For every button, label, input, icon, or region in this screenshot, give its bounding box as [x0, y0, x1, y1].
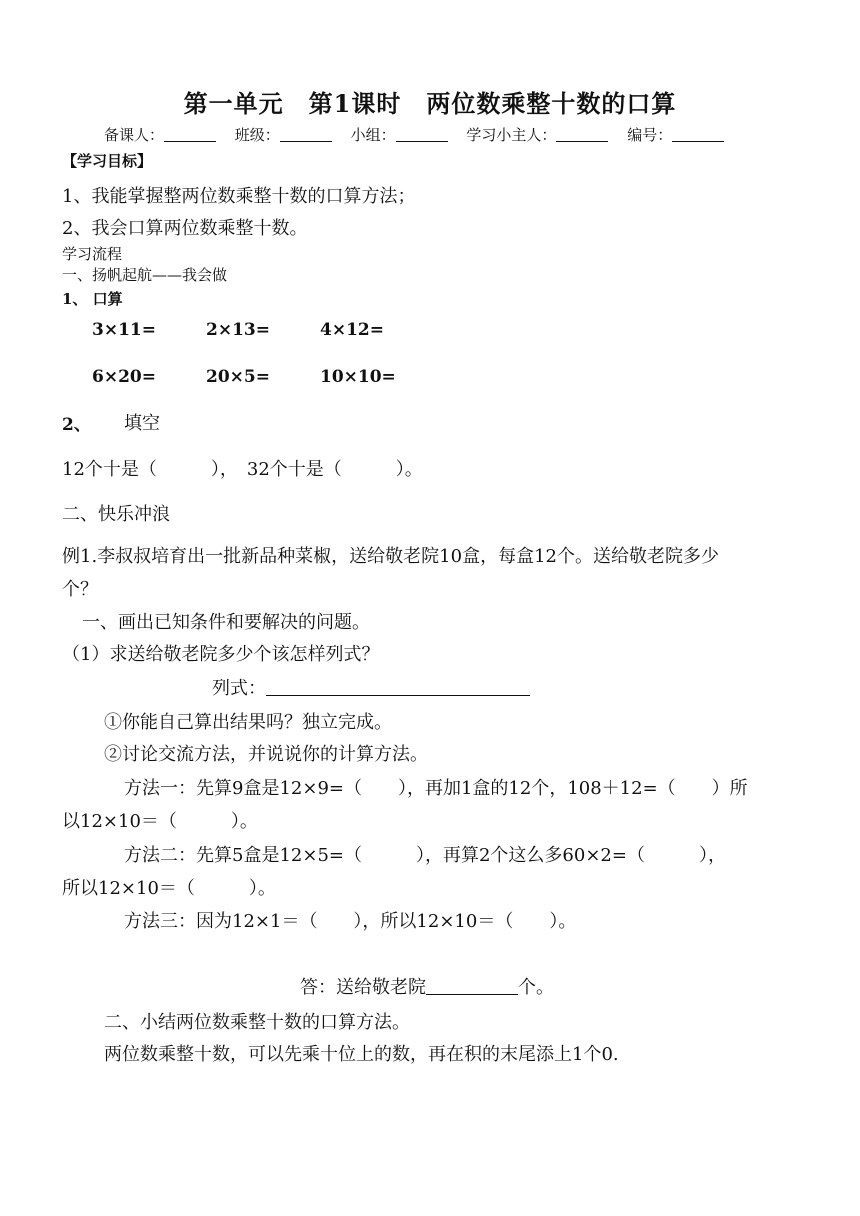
number-label: 编号：	[627, 126, 673, 144]
page-title: 第一单元 第1课时 两位数乘整十数的口算	[183, 89, 677, 118]
calc-item: 4×12=	[320, 320, 384, 340]
method-1-line-1: 方法一：先算9盒是12×9=（ ），再加1盒的12个，108＋12=（ ）所	[124, 778, 748, 799]
example-text-line-2: 个？	[62, 579, 98, 600]
calc-item: 2×13=	[206, 320, 270, 340]
method-3: 方法三：因为12×1＝（ ），所以12×10＝（ ）。	[124, 911, 577, 932]
objectives-heading: 【学习目标】	[62, 152, 153, 170]
fill-blank-question: 12个十是（ ）， 32个十是（ ）。	[62, 459, 423, 480]
group-label: 小组：	[350, 126, 396, 144]
formula-blank	[266, 677, 530, 696]
calc-item: 3×11=	[92, 320, 156, 340]
fill-blank-label: 2、	[62, 415, 91, 435]
host-blank	[556, 127, 608, 142]
oral-calc-label: 1、 口算	[62, 290, 123, 308]
question-a: ①你能自己算出结果吗？独立完成。	[104, 712, 392, 733]
formula-label: 列式：	[212, 678, 266, 699]
fill-blank-title: 填空	[124, 413, 160, 434]
process-heading: 学习流程	[62, 245, 123, 263]
teacher-blank	[164, 127, 216, 142]
step-2-heading: 二、小结两位数乘整十数的口算方法。	[104, 1012, 410, 1033]
objective-item-2: 2、我会口算两位数乘整十数。	[62, 218, 308, 239]
host-label: 学习小主人：	[466, 126, 557, 144]
number-blank	[672, 127, 724, 142]
example-text-line-1: 例1.李叔叔培育出一批新品种菜椒，送给敬老院10盒，每盒12个。送给敬老院多少	[62, 546, 719, 567]
formula-row	[212, 674, 530, 700]
answer-blank	[426, 976, 518, 995]
objective-item-1: 1、我能掌握整两位数乘整十数的口算方法；	[62, 186, 416, 207]
section2-heading: 二、快乐冲浪	[62, 504, 170, 525]
calc-item: 6×20=	[92, 367, 156, 387]
answer-prefix: 答：送给敬老院	[300, 977, 426, 998]
class-blank	[280, 127, 332, 142]
question-b: ②讨论交流方法，并说说你的计算方法。	[104, 744, 428, 765]
class-label: 班级：	[234, 126, 280, 144]
method-2-line-2: 所以12×10＝（ ）。	[62, 878, 276, 899]
answer-suffix: 个。	[518, 977, 554, 998]
teacher-label: 备课人：	[104, 126, 165, 144]
method-1-line-2: 以12×10＝（ ）。	[62, 811, 258, 832]
step-1-heading: 一、画出已知条件和要解决的问题。	[82, 612, 370, 633]
method-2-line-1: 方法二：先算5盒是12×5=（ ），再算2个这么多60×2=（ ），	[124, 845, 726, 866]
group-blank	[396, 127, 448, 142]
answer-line	[300, 973, 554, 999]
calc-item: 20×5=	[206, 367, 270, 387]
header-fields	[104, 124, 724, 145]
section1-heading: 一、扬帆起航——我会做	[62, 266, 228, 284]
sub-question-1: （1）求送给敬老院多少个该怎样列式？	[62, 644, 380, 665]
summary-text: 两位数乘整十数，可以先乘十位上的数，再在积的末尾添上1个0.	[104, 1044, 619, 1065]
calc-item: 10×10=	[320, 367, 396, 387]
